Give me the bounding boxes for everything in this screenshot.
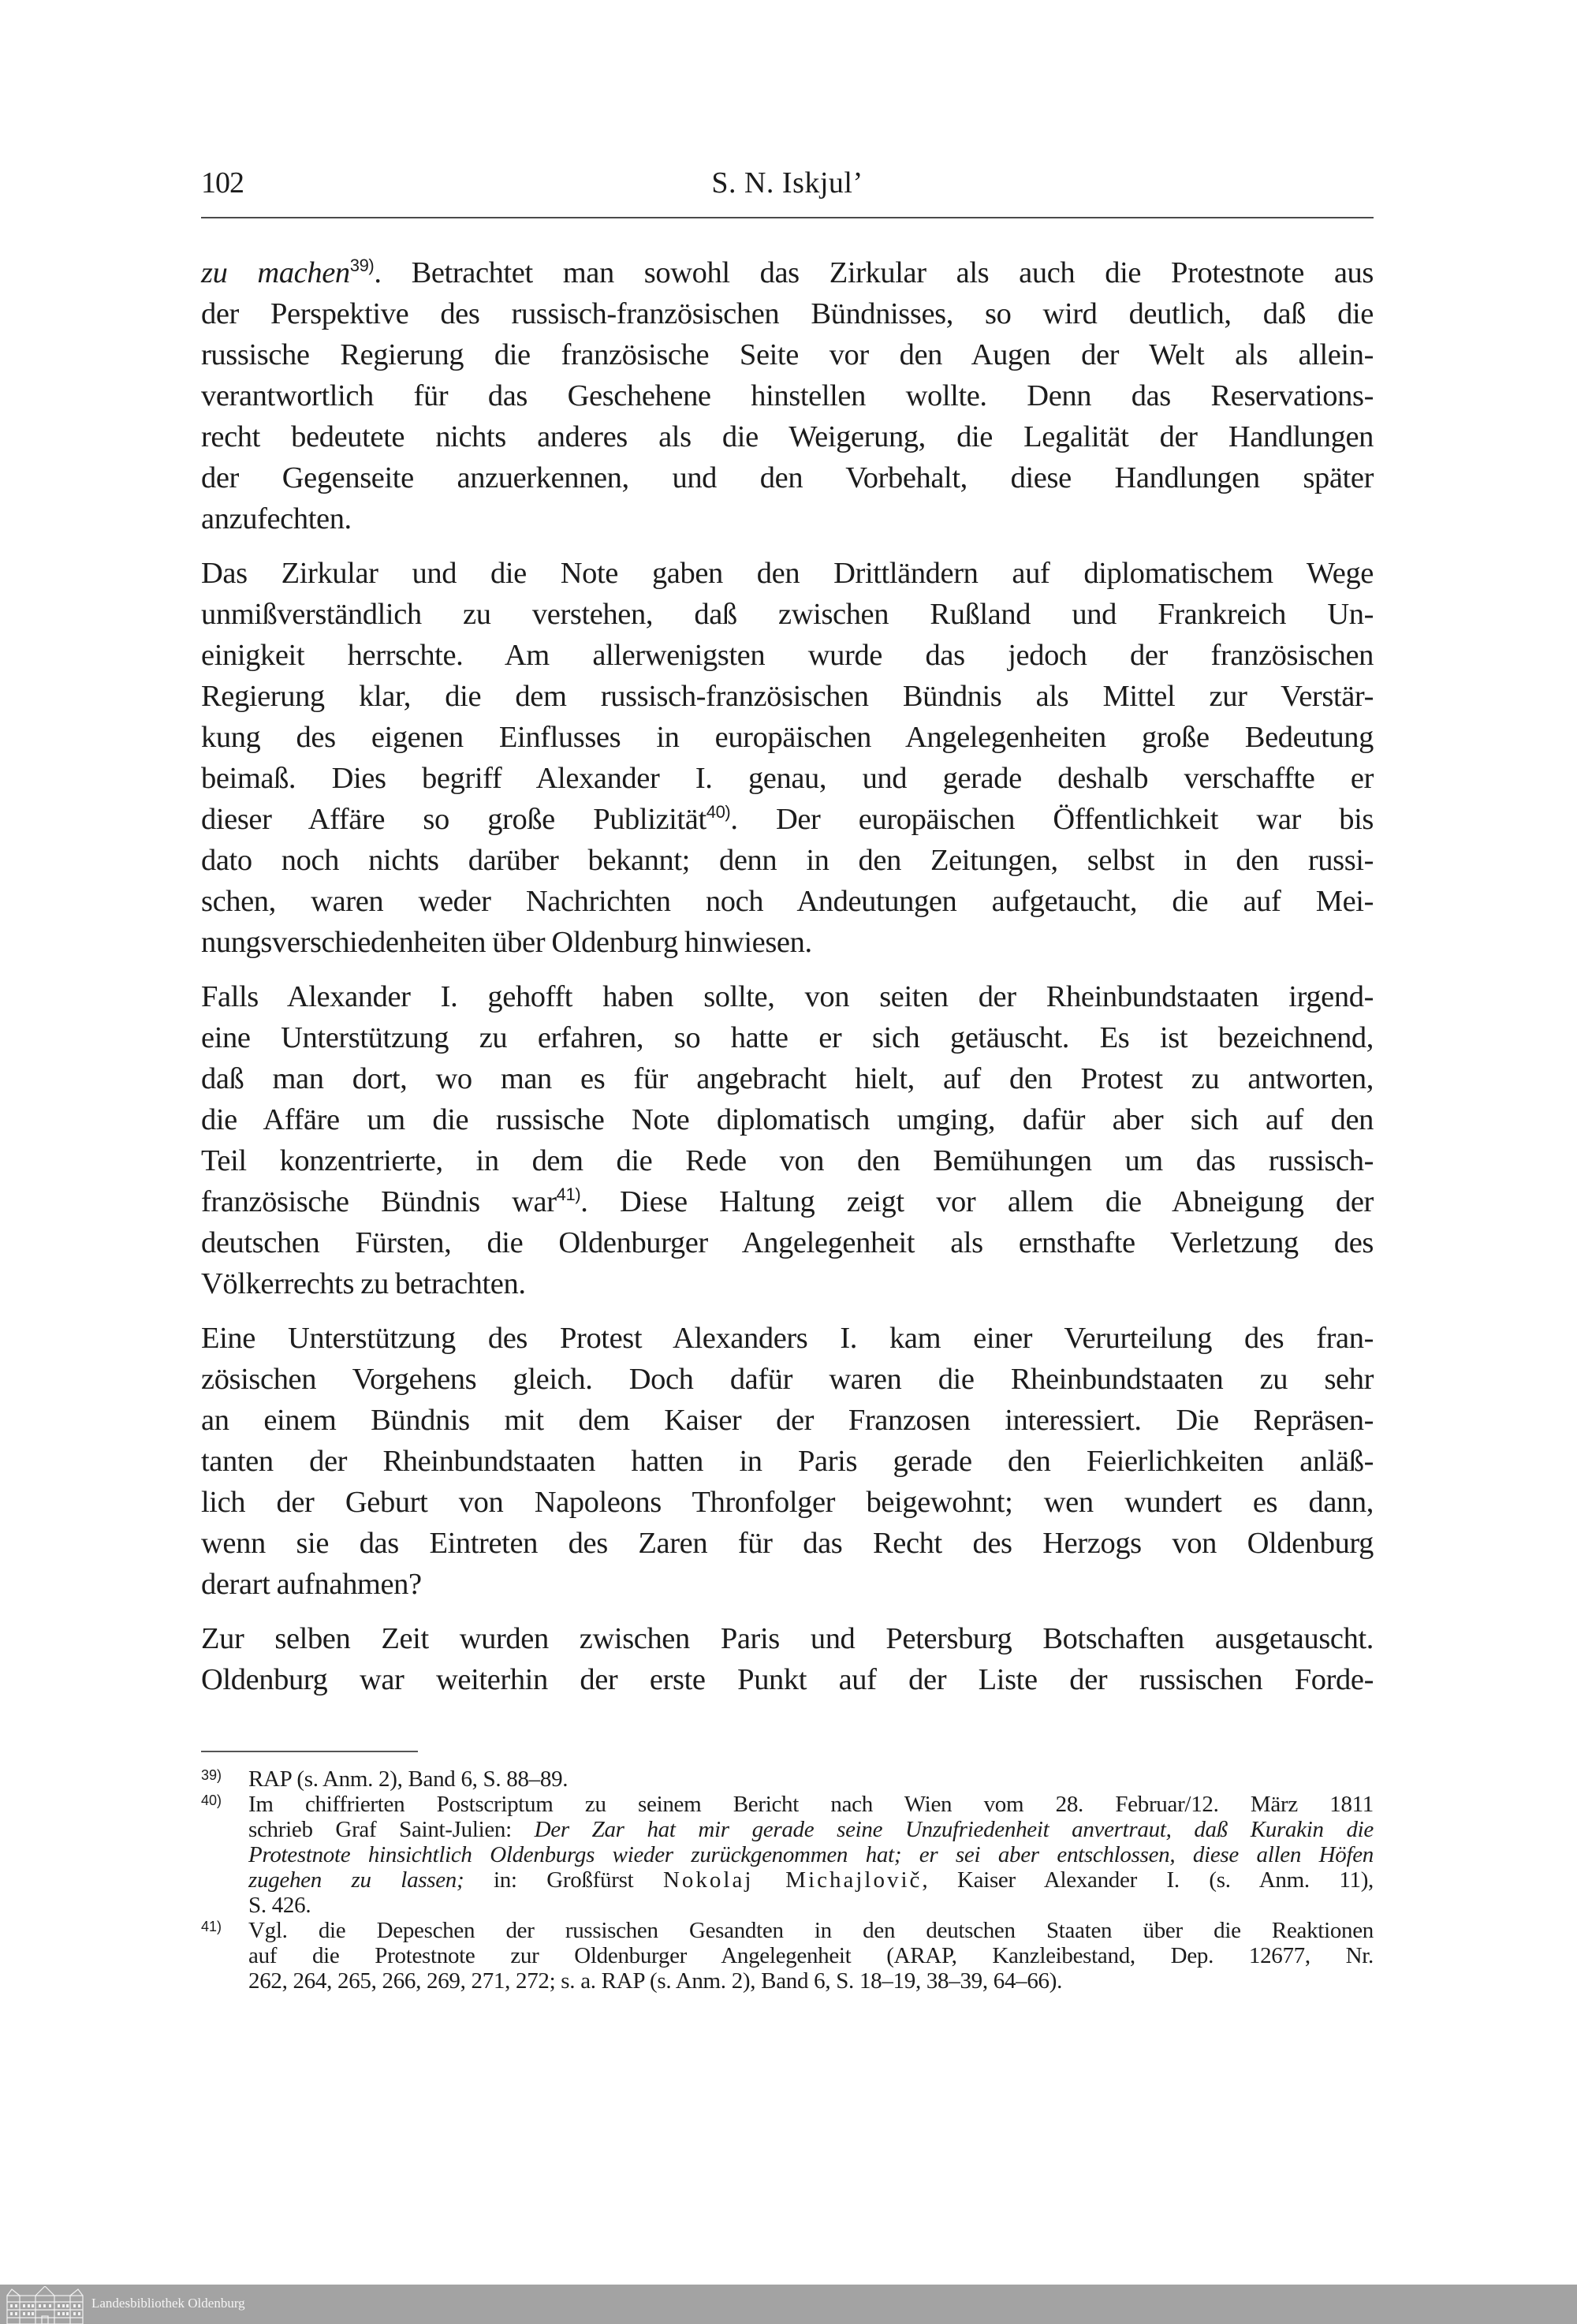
text-line: recht bedeutete nichts anderes als die Weigerung, die Legalität der Handlungen [201,420,1374,453]
italic-phrase: zu machen [201,256,350,289]
author-name: Nokolaj Michajlovič [662,1867,923,1893]
footer-bar [0,2285,1577,2324]
text-line: die Affäre um die russische Note diplomatisch umging, dafür aber sich auf den [201,1103,1374,1136]
footnote-41 [201,1918,1374,1994]
text-line: unmißverständlich zu verstehen, daß zwischen Rußland und Frankreich Un- [201,598,1374,631]
text-line: Das Zirkular und die Note gaben den Drittländern auf diplomatischem Wege [201,557,1374,590]
footnote-39 [201,1766,1374,1792]
quotation: Der Zar hat mir gerade seine Unzufriedenheit anvertraut, daß Kurakin die [534,1817,1374,1842]
footnote-ref-39[interactable]: 39) [349,256,375,275]
text-line: eine Unterstützung zu erfahren, so hatte er sich getäuscht. Es ist bezeichnend, [201,1021,1374,1054]
footnote-line: RAP (s. Anm. 2), Band 6, S. 88–89. [248,1766,569,1792]
text-line: einigkeit herrschte. Am allerwenigsten wurde das jedoch der französischen [201,639,1374,672]
text-line: Falls Alexander I. gehofft haben sollte, von seiten der Rheinbundstaaten irgend- [201,980,1374,1013]
text-line: Völkerrechts zu betrachten. [201,1267,526,1300]
footnote-line: schrieb Graf Saint-Julien: Der Zar hat mir gerade seine Unzufriedenheit anvertraut, daß Kurakin die [248,1817,1374,1842]
text-line: zu machen$^{39)}$. Betrachtet man sowohl das Zirkular als auch die Protestnote aus [201,256,1374,289]
footnote-line: S. 426. [248,1893,311,1918]
page-number: 102 [201,166,244,200]
footnote-line: Im chiffrierten Postscriptum zu seinem Bericht nach Wien vom 28. Februar/12. März 1811 [248,1792,1374,1817]
footnote-line [248,1842,1374,1867]
footnote-line: auf die Protestnote zur Oldenburger Angelegenheit (ARAP, Kanzleibestand, Dep. 12677, Nr. [248,1943,1374,1968]
paragraph [201,553,1374,963]
paragraph-gap [201,539,1374,553]
paragraph-gap [201,963,1374,976]
text-line: dato noch nichts darüber bekannt; denn in den Zeitungen, selbst in den russi- [201,844,1374,877]
text-line: beimaß. Dies begriff Alexander I. genau, und gerade deshalb verschaffte er [201,762,1374,795]
footnote-line: Vgl. die Depeschen der russischen Gesandten in den deutschen Staaten über die Reaktionen [248,1918,1374,1943]
footnote-ref-40[interactable]: 40) [706,802,731,822]
text-line: tanten der Rheinbundstaaten hatten in Paris gerade den Feierlichkeiten anläß- [201,1445,1374,1478]
text-line: zösischen Vorgehens gleich. Doch dafür waren die Rheinbundstaaten zu sehr [201,1363,1374,1396]
text-line: lich der Geburt von Napoleons Thronfolger beigewohnt; wen wundert es dann, [201,1486,1374,1519]
text-line: der Gegenseite anzuerkennen, und den Vorbehalt, diese Handlungen später [201,461,1374,494]
text-line: nungsverschiedenheiten über Oldenburg hinwiesen. [201,926,812,959]
footnote-rule [201,1751,418,1752]
paragraph [201,1318,1374,1605]
header-rule [201,217,1374,218]
text-line: der Perspektive des russisch-französischen Bündnisses, so wird deutlich, daß die [201,297,1374,330]
text-line: wenn sie das Eintreten des Zaren für das Recht des Herzogs von Oldenburg [201,1527,1374,1560]
quotation: Protestnote hinsichtlich Oldenburgs wieder zurückgenommen hat; er sei aber entschlossen, diese allen Höfen [248,1842,1374,1867]
footnote-line: zugehen zu lassen; in: Großfürst Nokolaj Michajlovič, Kaiser Alexander I. (s. Anm. 11), [248,1867,1374,1893]
text-line: an einem Bündnis mit dem Kaiser der Franzosen interessiert. Die Repräsen- [201,1404,1374,1437]
text-line: Zur selben Zeit wurden zwischen Paris und Petersburg Botschaften ausgetauscht. [201,1622,1374,1655]
library-building-icon [6,2286,84,2324]
page-header [201,166,1374,205]
text-line: deutschen Fürsten, die Oldenburger Angelegenheit als ernsthafte Verletzung des [201,1226,1374,1259]
footnote-marker: 41) [201,1919,222,1934]
footnote-line: 262, 264, 265, 266, 269, 271, 272; s. a. RAP (s. Anm. 2), Band 6, S. 18–19, 38–39, 64–66). [248,1968,1063,1994]
text-line: verantwortlich für das Geschehene hinstellen wollte. Denn das Reservations- [201,379,1374,412]
text-line: derart aufnahmen? [201,1568,422,1601]
text-line: Regierung klar, die dem russisch-französischen Bündnis als Mittel zur Verstär- [201,680,1374,713]
text-line: Eine Unterstützung des Protest Alexanders I. kam einer Verurteilung des fran- [201,1322,1374,1355]
paragraph-gap [201,1605,1374,1618]
footnote-marker: 40) [201,1792,222,1808]
running-head-author: S. N. Iskjul’ [711,166,863,200]
paragraph [201,976,1374,1304]
paragraph [201,1618,1374,1700]
text-line: daß man dort, wo man es für angebracht hielt, auf den Protest zu antworten, [201,1062,1374,1095]
footnote-ref-41[interactable]: 41) [556,1184,581,1204]
text-line: schen, waren weder Nachrichten noch Andeutungen aufgetaucht, die auf Mei- [201,885,1374,918]
text-line: Teil konzentrierte, in dem die Rede von den Bemühungen um das russisch- [201,1144,1374,1177]
text-line: Oldenburg war weiterhin der erste Punkt auf der Liste der russischen Forde- [201,1663,1374,1696]
quotation: zugehen zu lassen; [248,1867,464,1893]
footnote-40 [201,1792,1374,1918]
text-line: französische Bündnis war$^{41)}$. Diese Haltung zeigt vor allem die Abneigung der [201,1184,1374,1218]
body-text [201,252,1374,1700]
text-line: russische Regierung die französische Seite vor den Augen der Welt als allein- [201,338,1374,371]
text-line: anzufechten. [201,502,352,535]
footnote-marker: 39) [201,1767,222,1783]
text-line: kung des eigenen Einflusses in europäischen Angelegenheiten große Bedeutung [201,721,1374,754]
footer-library-name: Landesbibliothek Oldenburg [91,2296,245,2311]
footnotes [201,1766,1374,1994]
paragraph-gap [201,1304,1374,1318]
text-line: dieser Affäre so große Publizität$^{40)}$. Der europäischen Öffentlichkeit war bis [201,802,1374,836]
paragraph [201,252,1374,539]
